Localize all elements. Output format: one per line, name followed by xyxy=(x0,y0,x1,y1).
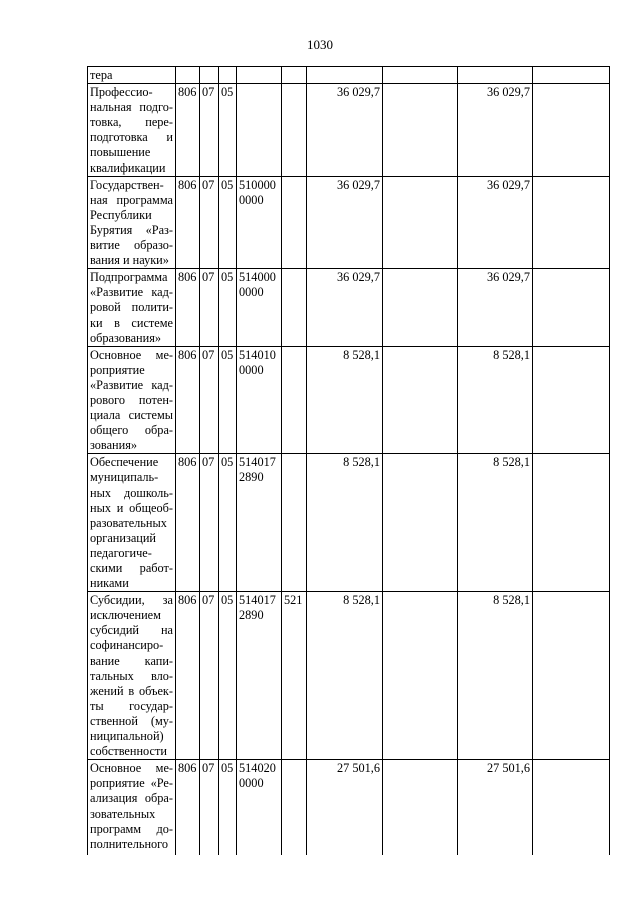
amount-2-cell xyxy=(383,176,458,269)
amount-4-cell xyxy=(533,84,610,177)
amount-1-cell: 8 528,1 xyxy=(307,592,383,760)
subsection-code-cell: 05 xyxy=(219,760,237,855)
section-code-cell xyxy=(200,67,219,84)
expense-type-code-cell xyxy=(282,67,307,84)
ministry-code-cell: 806 xyxy=(176,346,200,454)
amount-1-cell: 8 528,1 xyxy=(307,346,383,454)
amount-3-cell: 8 528,1 xyxy=(458,346,533,454)
amount-4-cell xyxy=(533,454,610,592)
amount-2-cell xyxy=(383,346,458,454)
target-article-code-cell xyxy=(237,84,282,177)
table-row xyxy=(88,84,610,177)
ministry-code-cell: 806 xyxy=(176,269,200,346)
section-code-cell: 07 xyxy=(200,454,219,592)
expense-type-code-cell xyxy=(282,760,307,855)
amount-4-cell xyxy=(533,269,610,346)
row-name-cell: Основное ме-роприятие «Ре-ализация обра-зовательных программ до-полнительного xyxy=(88,760,176,855)
ministry-code-cell: 806 xyxy=(176,84,200,177)
amount-3-cell xyxy=(458,67,533,84)
subsection-code-cell: 05 xyxy=(219,454,237,592)
amount-3-cell: 8 528,1 xyxy=(458,454,533,592)
amount-4-cell xyxy=(533,176,610,269)
table-row xyxy=(88,346,610,454)
row-name-cell: тера xyxy=(88,67,176,84)
section-code-cell: 07 xyxy=(200,176,219,269)
amount-4-cell xyxy=(533,67,610,84)
amount-1-cell: 8 528,1 xyxy=(307,454,383,592)
table-row xyxy=(88,454,610,592)
expense-type-code-cell xyxy=(282,454,307,592)
expense-type-code-cell xyxy=(282,176,307,269)
row-name-cell: Обеспечение муниципаль-ных дошколь-ных и общеоб-разовательных организаций педагогиче-скими работ-никами xyxy=(88,454,176,592)
amount-4-cell xyxy=(533,760,610,855)
expense-type-code-cell: 521 xyxy=(282,592,307,760)
amount-4-cell xyxy=(533,346,610,454)
amount-2-cell xyxy=(383,84,458,177)
subsection-code-cell xyxy=(219,67,237,84)
target-article-code-cell: 514010 0000 xyxy=(237,346,282,454)
amount-1-cell: 27 501,6 xyxy=(307,760,383,855)
expense-type-code-cell xyxy=(282,346,307,454)
amount-2-cell xyxy=(383,592,458,760)
row-name-cell: Профессио-нальная подго-товка, пере-подготовка и повышение квалификации xyxy=(88,84,176,177)
section-code-cell: 07 xyxy=(200,760,219,855)
ministry-code-cell xyxy=(176,67,200,84)
amount-1-cell xyxy=(307,67,383,84)
table-row xyxy=(88,176,610,269)
ministry-code-cell: 806 xyxy=(176,176,200,269)
target-article-code-cell xyxy=(237,67,282,84)
subsection-code-cell: 05 xyxy=(219,84,237,177)
row-name-cell: Подпрограмма «Развитие кад-ровой полити-ки в системе образования» xyxy=(88,269,176,346)
amount-2-cell xyxy=(383,269,458,346)
amount-3-cell: 36 029,7 xyxy=(458,176,533,269)
target-article-code-cell: 514017 2890 xyxy=(237,454,282,592)
row-name-cell: Субсидии, за исключением субсидий на софинансиро-вание капи-тальных вло-жений в объек-ты государ-ственной (му-ниципальной) собственности xyxy=(88,592,176,760)
amount-3-cell: 36 029,7 xyxy=(458,84,533,177)
page-number: 1030 xyxy=(307,37,333,52)
table-row xyxy=(88,760,610,855)
section-code-cell: 07 xyxy=(200,346,219,454)
ministry-code-cell: 806 xyxy=(176,760,200,855)
amount-2-cell xyxy=(383,760,458,855)
amount-4-cell xyxy=(533,592,610,760)
section-code-cell: 07 xyxy=(200,592,219,760)
row-name-cell: Государствен-ная программа Республики Бурятия «Раз-витие образо-вания и науки» xyxy=(88,176,176,269)
section-code-cell: 07 xyxy=(200,269,219,346)
amount-1-cell: 36 029,7 xyxy=(307,176,383,269)
budget-table xyxy=(87,66,610,855)
table-row xyxy=(88,67,610,84)
target-article-code-cell: 514020 0000 xyxy=(237,760,282,855)
ministry-code-cell: 806 xyxy=(176,592,200,760)
subsection-code-cell: 05 xyxy=(219,346,237,454)
expense-type-code-cell xyxy=(282,84,307,177)
subsection-code-cell: 05 xyxy=(219,176,237,269)
target-article-code-cell: 514017 2890 xyxy=(237,592,282,760)
target-article-code-cell: 514000 0000 xyxy=(237,269,282,346)
subsection-code-cell: 05 xyxy=(219,592,237,760)
amount-2-cell xyxy=(383,67,458,84)
amount-2-cell xyxy=(383,454,458,592)
amount-1-cell: 36 029,7 xyxy=(307,269,383,346)
section-code-cell: 07 xyxy=(200,84,219,177)
row-name-cell: Основное ме-роприятие «Развитие кад-рового потен-циала системы общего обра-зования» xyxy=(88,346,176,454)
table-row xyxy=(88,592,610,760)
ministry-code-cell: 806 xyxy=(176,454,200,592)
amount-3-cell: 8 528,1 xyxy=(458,592,533,760)
expense-type-code-cell xyxy=(282,269,307,346)
amount-3-cell: 36 029,7 xyxy=(458,269,533,346)
amount-3-cell: 27 501,6 xyxy=(458,760,533,855)
target-article-code-cell: 510000 0000 xyxy=(237,176,282,269)
amount-1-cell: 36 029,7 xyxy=(307,84,383,177)
subsection-code-cell: 05 xyxy=(219,269,237,346)
table-row xyxy=(88,269,610,346)
